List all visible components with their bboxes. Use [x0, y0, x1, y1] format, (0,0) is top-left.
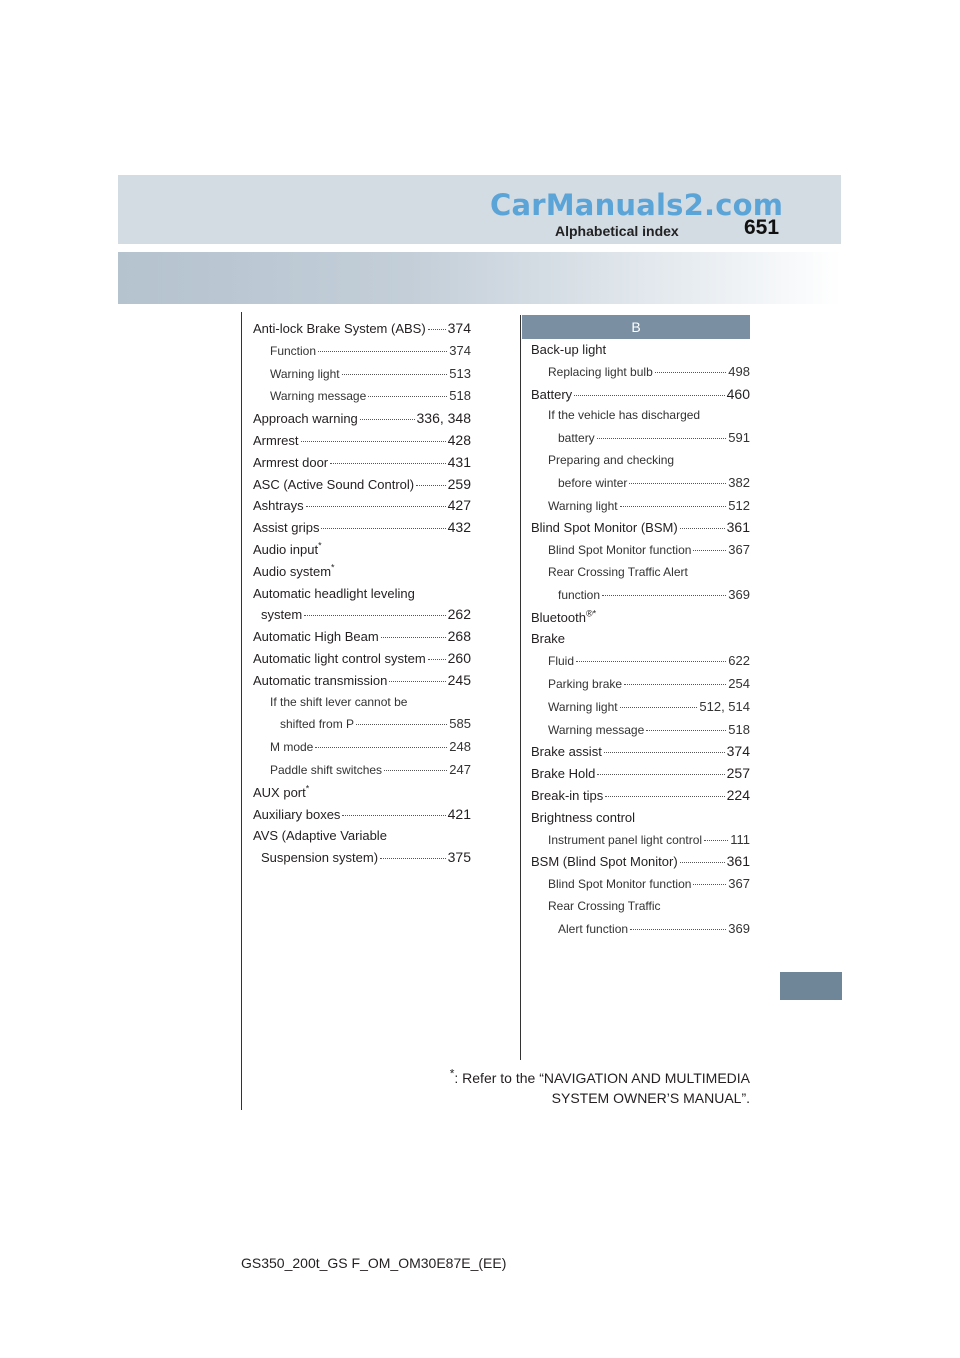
page-reference: 374	[449, 342, 471, 358]
dot-leader	[428, 659, 446, 660]
dot-leader	[342, 374, 448, 375]
index-subentry	[531, 427, 750, 450]
page-reference: 254	[728, 675, 750, 691]
index-subentry	[531, 495, 750, 518]
index-subentry	[253, 692, 471, 714]
dot-leader	[597, 438, 727, 439]
entry-label: before winter	[558, 475, 628, 490]
entry-label: Preparing and checking	[548, 452, 675, 467]
dot-leader	[428, 329, 446, 330]
index-subentry	[531, 584, 750, 607]
entry-label: Back-up light	[531, 342, 607, 357]
index-entry	[253, 825, 471, 847]
index-column-right	[531, 339, 750, 941]
page-reference: 512	[728, 497, 750, 513]
index-subentry	[531, 829, 750, 852]
entry-label: Break-in tips	[531, 787, 604, 803]
footnote-line-2: SYSTEM OWNER’S MANUAL”.	[551, 1090, 750, 1106]
page-reference: 367	[728, 542, 750, 558]
page-reference: 375	[447, 849, 471, 866]
dot-leader	[693, 884, 726, 885]
dot-leader	[384, 770, 447, 771]
index-entry	[253, 561, 471, 583]
entry-label: AVS (Adaptive Variable	[253, 828, 387, 844]
index-subentry	[253, 340, 471, 363]
index-subentry	[253, 385, 471, 408]
entry-label: Brightness control	[531, 809, 636, 825]
page-reference: 259	[447, 475, 471, 492]
watermark: CarManuals2.com	[490, 188, 784, 222]
dot-leader	[416, 485, 446, 486]
index-subentry	[531, 696, 750, 719]
page-reference: 518	[449, 388, 471, 404]
entry-label: Automatic headlight leveling	[253, 585, 415, 601]
dot-leader	[602, 595, 726, 596]
page-reference: 361	[726, 853, 750, 870]
index-subentry	[253, 759, 471, 782]
page-reference: 367	[728, 876, 750, 892]
entry-label: Audio input	[253, 541, 319, 557]
index-entry	[253, 318, 471, 340]
section-title: Alphabetical index	[555, 223, 679, 239]
index-entry	[253, 452, 471, 474]
section-header-b: B	[522, 315, 750, 339]
dot-leader	[624, 684, 726, 685]
dot-leader	[360, 419, 415, 420]
index-subentry	[253, 363, 471, 386]
page-reference: 374	[447, 320, 471, 336]
page-reference: 585	[449, 716, 471, 732]
entry-label: function	[558, 587, 601, 602]
index-entry	[531, 384, 750, 406]
entry-label: Fluid	[548, 654, 575, 669]
document-id: GS350_200t_GS F_OM_OM30E87E_(EE)	[241, 1255, 507, 1271]
dot-leader	[576, 661, 726, 662]
index-entry	[253, 408, 471, 430]
entry-label: Brake	[531, 631, 565, 647]
index-subentry	[531, 361, 750, 384]
page-reference: 513	[449, 365, 471, 381]
column-divider	[520, 315, 521, 1060]
page-reference: 336, 348	[416, 410, 471, 427]
entry-label: AUX port	[253, 784, 306, 800]
entry-label: Alert function	[558, 921, 629, 936]
footnote	[400, 1068, 750, 1108]
index-entry	[253, 847, 471, 869]
entry-label: If the shift lever cannot be	[270, 694, 408, 709]
dot-leader	[380, 858, 446, 859]
index-subentry	[531, 673, 750, 696]
footnote-mark: *	[449, 1066, 455, 1081]
entry-label: Armrest	[253, 432, 299, 448]
entry-label: Automatic light control system	[253, 650, 426, 666]
index-entry	[253, 648, 471, 670]
entry-label: Warning message	[548, 722, 645, 737]
entry-label: Battery	[531, 386, 573, 402]
entry-label: Warning light	[548, 699, 618, 714]
entry-label: Function	[270, 343, 317, 358]
entry-label: Parking brake	[548, 676, 623, 691]
index-entry	[253, 474, 471, 496]
entry-label: Instrument panel light control	[548, 832, 703, 847]
index-entry	[253, 604, 471, 626]
entry-label: Anti-lock Brake System (ABS)	[253, 321, 426, 336]
index-entry	[253, 495, 471, 517]
page-reference: 428	[447, 431, 471, 448]
dot-leader	[655, 372, 727, 373]
index-entry	[253, 517, 471, 539]
index-entry	[253, 583, 471, 605]
dot-leader	[680, 862, 725, 863]
page-reference: 361	[726, 519, 750, 536]
index-entry	[531, 628, 750, 650]
dot-leader	[381, 637, 446, 638]
entry-label: battery	[558, 431, 595, 446]
index-entry	[531, 807, 750, 829]
entry-label: Audio system	[253, 563, 332, 579]
dot-leader	[605, 796, 724, 797]
index-entry	[253, 430, 471, 452]
page-reference: 512, 514	[699, 698, 750, 714]
index-entry	[253, 804, 471, 826]
page-reference: 591	[728, 430, 750, 446]
entry-label: Bluetooth	[531, 609, 586, 625]
entry-label: Warning message	[270, 389, 367, 404]
dot-leader	[597, 774, 724, 775]
entry-label: Brake Hold	[531, 766, 596, 782]
dot-leader	[620, 707, 698, 708]
index-subentry	[531, 562, 750, 584]
index-entry	[531, 339, 750, 361]
index-entry	[531, 517, 750, 539]
dot-leader	[342, 815, 445, 816]
dot-leader	[330, 463, 446, 464]
dot-leader	[680, 528, 725, 529]
index-column-left	[253, 318, 471, 869]
entry-label: Paddle shift switches	[270, 762, 383, 777]
page-reference: 622	[728, 653, 750, 669]
dot-leader	[301, 441, 446, 442]
page-reference: 257	[726, 765, 750, 782]
footnote-marker: ®*	[585, 608, 597, 619]
index-subentry	[531, 472, 750, 495]
entry-label: shifted from P	[280, 717, 355, 732]
index-entry	[531, 851, 750, 873]
dot-leader	[321, 528, 445, 529]
footnote-marker: *	[331, 562, 335, 573]
dot-leader	[646, 730, 726, 731]
page-reference: 268	[447, 628, 471, 645]
index-entry	[253, 670, 471, 692]
page-reference: 498	[728, 363, 750, 379]
dot-leader	[704, 840, 728, 841]
entry-label: Warning light	[270, 366, 340, 381]
index-entry	[253, 782, 471, 804]
page-reference: 432	[447, 519, 471, 536]
dot-leader	[368, 396, 447, 397]
page-reference: 248	[449, 739, 471, 755]
page-reference: 369	[728, 920, 750, 936]
entry-label: Auxiliary boxes	[253, 806, 341, 822]
dot-leader	[693, 550, 726, 551]
entry-label: Brake assist	[531, 744, 602, 760]
entry-label: system	[261, 607, 303, 623]
page-reference: 518	[728, 721, 750, 737]
index-entry	[531, 741, 750, 763]
dot-leader	[304, 615, 445, 616]
entry-label: Automatic transmission	[253, 672, 388, 688]
index-entry	[531, 763, 750, 785]
footnote-line-1: : Refer to the “NAVIGATION AND MULTIMEDIA	[454, 1070, 750, 1086]
index-subentry	[531, 896, 750, 918]
page-reference: 260	[447, 649, 471, 666]
index-subentry	[531, 539, 750, 562]
page-reference: 382	[728, 474, 750, 490]
entry-label: Blind Spot Monitor function	[548, 877, 692, 892]
entry-label: Blind Spot Monitor function	[548, 543, 692, 558]
index-entry	[531, 607, 750, 629]
dot-leader	[389, 681, 445, 682]
left-margin-rule	[241, 312, 242, 1110]
page-reference: 460	[726, 385, 750, 402]
page-reference: 369	[728, 586, 750, 602]
page-reference: 224	[726, 786, 750, 803]
entry-label: Rear Crossing Traffic Alert	[548, 564, 688, 579]
index-subentry	[253, 736, 471, 759]
index-subentry	[253, 713, 471, 736]
dot-leader	[630, 929, 726, 930]
index-subentry	[531, 405, 750, 427]
page-number: 651	[744, 216, 780, 239]
dot-leader	[604, 752, 725, 753]
index-entry	[253, 626, 471, 648]
entry-label: Suspension system)	[261, 850, 379, 866]
entry-label: Warning light	[548, 498, 618, 513]
dot-leader	[356, 724, 447, 725]
decorative-gradient-band	[118, 252, 841, 304]
entry-label: M mode	[270, 740, 314, 755]
index-entry	[531, 785, 750, 807]
entry-label: Blind Spot Monitor (BSM)	[531, 520, 678, 536]
entry-label: BSM (Blind Spot Monitor)	[531, 854, 678, 870]
dot-leader	[574, 395, 724, 396]
entry-label: Assist grips	[253, 520, 320, 536]
entry-label: Approach warning	[253, 411, 358, 427]
entry-label: Ashtrays	[253, 498, 304, 514]
dot-leader	[620, 506, 727, 507]
index-subentry	[531, 650, 750, 673]
footnote-marker: *	[305, 783, 310, 794]
entry-label: Armrest door	[253, 454, 329, 470]
entry-label: Rear Crossing Traffic	[548, 898, 661, 913]
dot-leader	[306, 506, 446, 507]
page-reference: 245	[447, 671, 471, 688]
dot-leader	[629, 483, 726, 484]
page-reference: 374	[726, 743, 750, 760]
page-reference: 421	[447, 805, 471, 822]
entry-label: If the vehicle has discharged	[548, 408, 701, 423]
dot-leader	[315, 747, 447, 748]
index-subentry	[531, 450, 750, 472]
page-reference: 262	[447, 606, 471, 623]
index-subentry	[531, 719, 750, 742]
chapter-thumb-tab	[780, 972, 842, 1000]
entry-label: Replacing light bulb	[548, 364, 653, 379]
page-reference: 247	[449, 761, 471, 777]
index-entry	[253, 539, 471, 561]
footnote-marker: *	[318, 540, 322, 551]
entry-label: ASC (Active Sound Control)	[253, 476, 415, 492]
page-reference: 111	[730, 831, 750, 847]
page-reference: 431	[447, 453, 471, 470]
dot-leader	[318, 351, 447, 352]
entry-label: Automatic High Beam	[253, 629, 379, 645]
index-subentry	[531, 918, 750, 941]
page-reference: 427	[447, 497, 471, 514]
index-subentry	[531, 873, 750, 896]
